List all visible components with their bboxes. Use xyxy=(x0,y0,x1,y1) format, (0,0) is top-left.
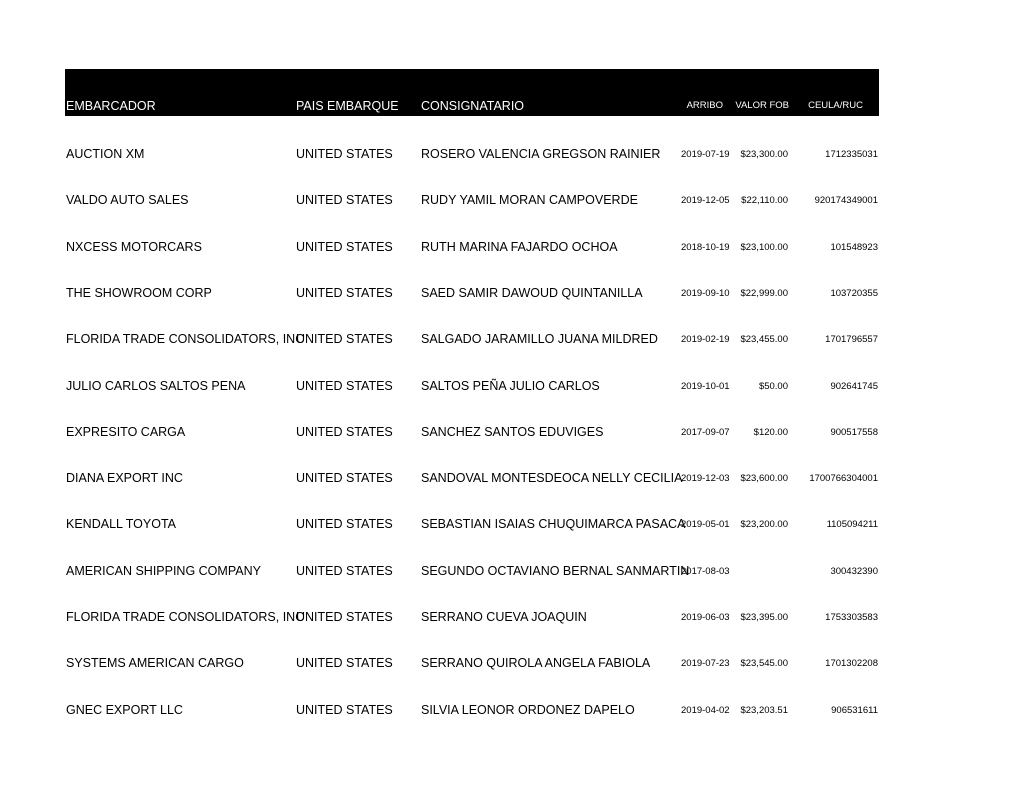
cell-cedula-ruc: 1753303583 xyxy=(825,612,878,623)
cell-embarcador: KENDALL TOYOTA xyxy=(66,517,176,531)
cell-cedula-ruc: 900517558 xyxy=(830,427,878,438)
cell-consignatario: SALTOS PEÑA JULIO CARLOS xyxy=(421,379,600,393)
cell-consignatario: SEGUNDO OCTAVIANO BERNAL SANMARTIN xyxy=(421,564,690,578)
cell-valor-fob: $23,455.00 xyxy=(740,334,788,345)
cell-cedula-ruc: 902641745 xyxy=(830,381,878,392)
cell-arribo: 2017-08-03 xyxy=(681,566,730,577)
table-row xyxy=(65,471,879,491)
cell-consignatario: SEBASTIAN ISAIAS CHUQUIMARCA PASACA xyxy=(421,517,686,531)
cell-valor-fob: $23,200.00 xyxy=(740,519,788,530)
cell-pais-embarque: UNITED STATES xyxy=(296,471,393,485)
cell-arribo: 2019-10-01 xyxy=(681,381,730,392)
cell-valor-fob: $23,395.00 xyxy=(740,612,788,623)
cell-embarcador: VALDO AUTO SALES xyxy=(66,193,189,207)
cell-embarcador: AMERICAN SHIPPING COMPANY xyxy=(66,564,261,578)
cell-consignatario: SAED SAMIR DAWOUD QUINTANILLA xyxy=(421,286,643,300)
cell-arribo: 2017-09-07 xyxy=(681,427,730,438)
cell-arribo: 2019-06-03 xyxy=(681,612,730,623)
cell-cedula-ruc: 103720355 xyxy=(830,288,878,299)
cell-pais-embarque: UNITED STATES xyxy=(296,240,393,254)
cell-arribo: 2019-12-05 xyxy=(681,195,730,206)
cell-embarcador: DIANA EXPORT INC xyxy=(66,471,183,485)
cell-valor-fob: $23,600.00 xyxy=(740,473,788,484)
table-row xyxy=(65,610,879,630)
cell-cedula-ruc: 1701302208 xyxy=(825,658,878,669)
cell-consignatario: SANCHEZ SANTOS EDUVIGES xyxy=(421,425,604,439)
table-row xyxy=(65,656,879,676)
cell-pais-embarque: UNITED STATES xyxy=(296,610,393,624)
cell-arribo: 2019-05-01 xyxy=(681,519,730,530)
table-row xyxy=(65,703,879,723)
cell-consignatario: ROSERO VALENCIA GREGSON RAINIER xyxy=(421,147,661,161)
header-arribo: ARRIBO xyxy=(686,100,723,111)
cell-arribo: 2019-09-10 xyxy=(681,288,730,299)
cell-valor-fob: $120.00 xyxy=(753,427,788,438)
cell-consignatario: RUTH MARINA FAJARDO OCHOA xyxy=(421,240,618,254)
cell-consignatario: RUDY YAMIL MORAN CAMPOVERDE xyxy=(421,193,638,207)
cell-valor-fob: $23,203.51 xyxy=(740,705,788,716)
cell-embarcador: JULIO CARLOS SALTOS PENA xyxy=(66,379,246,393)
table-row xyxy=(65,286,879,306)
cell-pais-embarque: UNITED STATES xyxy=(296,286,393,300)
cell-valor-fob: $50.00 xyxy=(758,381,788,392)
table-header xyxy=(65,69,879,116)
cell-embarcador: FLORIDA TRADE CONSOLIDATORS, INC xyxy=(66,610,305,624)
cell-pais-embarque: UNITED STATES xyxy=(296,425,393,439)
cell-cedula-ruc: 1701796557 xyxy=(825,334,878,345)
cell-arribo: 2019-07-19 xyxy=(681,149,730,160)
cell-cedula-ruc: 906531611 xyxy=(831,705,878,716)
header-pais-embarque: PAIS EMBARQUE xyxy=(296,99,399,113)
cell-pais-embarque: UNITED STATES xyxy=(296,379,393,393)
cell-embarcador: SYSTEMS AMERICAN CARGO xyxy=(66,656,244,670)
table-row xyxy=(65,147,879,167)
table-row xyxy=(65,240,879,260)
cell-arribo: 2019-02-19 xyxy=(681,334,730,345)
cell-consignatario: SERRANO CUEVA JOAQUIN xyxy=(421,610,587,624)
cell-cedula-ruc: 920174349001 xyxy=(814,195,878,206)
cell-pais-embarque: UNITED STATES xyxy=(296,703,393,717)
cell-pais-embarque: UNITED STATES xyxy=(296,656,393,670)
table-row xyxy=(65,425,879,445)
cell-cedula-ruc: 101548923 xyxy=(830,242,878,253)
table-row xyxy=(65,517,879,537)
table-row xyxy=(65,564,879,584)
cell-cedula-ruc: 1700766304001 xyxy=(809,473,878,484)
cell-valor-fob: $23,300.00 xyxy=(740,149,788,160)
cell-pais-embarque: UNITED STATES xyxy=(296,147,393,161)
cell-valor-fob: $22,110.00 xyxy=(741,195,788,206)
cell-embarcador: GNEC EXPORT LLC xyxy=(66,703,183,717)
cell-arribo: 2019-07-23 xyxy=(681,658,730,669)
cell-pais-embarque: UNITED STATES xyxy=(296,193,393,207)
cell-valor-fob: $23,545.00 xyxy=(740,658,788,669)
cell-arribo: 2019-12-03 xyxy=(681,473,730,484)
cell-embarcador: THE SHOWROOM CORP xyxy=(66,286,212,300)
cell-embarcador: EXPRESITO CARGA xyxy=(66,425,186,439)
cell-embarcador: NXCESS MOTORCARS xyxy=(66,240,202,254)
header-cedula-ruc: CEULA/RUC xyxy=(808,100,863,111)
header-consignatario: CONSIGNATARIO xyxy=(421,99,525,113)
table-row xyxy=(65,332,879,352)
cell-embarcador: FLORIDA TRADE CONSOLIDATORS, INC xyxy=(66,332,305,346)
header-embarcador: EMBARCADOR xyxy=(66,99,156,113)
shipments-table xyxy=(65,69,879,717)
header-valor-fob: VALOR FOB xyxy=(735,100,789,111)
cell-pais-embarque: UNITED STATES xyxy=(296,517,393,531)
cell-valor-fob: $23,100.00 xyxy=(740,242,788,253)
cell-cedula-ruc: 300432390 xyxy=(830,566,878,577)
cell-cedula-ruc: 1712335031 xyxy=(825,149,878,160)
table-row xyxy=(65,193,879,213)
cell-pais-embarque: UNITED STATES xyxy=(296,564,393,578)
cell-embarcador: AUCTION XM xyxy=(66,147,145,161)
cell-cedula-ruc: 1105094211 xyxy=(826,519,878,530)
cell-consignatario: SALGADO JARAMILLO JUANA MILDRED xyxy=(421,332,658,346)
table-row xyxy=(65,379,879,399)
cell-valor-fob: $22,999.00 xyxy=(740,288,788,299)
cell-consignatario: SANDOVAL MONTESDEOCA NELLY CECILIA xyxy=(421,471,683,485)
cell-arribo: 2019-04-02 xyxy=(681,705,730,716)
cell-consignatario: SILVIA LEONOR ORDONEZ DAPELO xyxy=(421,703,635,717)
cell-consignatario: SERRANO QUIROLA ANGELA FABIOLA xyxy=(421,656,651,670)
cell-pais-embarque: UNITED STATES xyxy=(296,332,393,346)
cell-arribo: 2018-10-19 xyxy=(681,242,730,253)
